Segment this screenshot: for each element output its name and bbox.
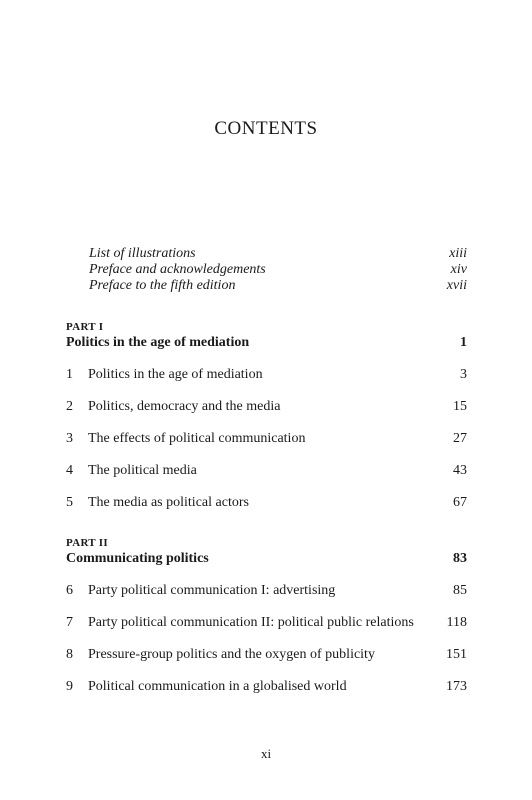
prelim-label: List of illustrations [89,246,196,261]
part-title-row [66,550,467,568]
chapter-title: The political media [88,463,197,478]
chapter-row [66,366,467,384]
prelim-item [89,262,467,278]
chapter-title: The media as political actors [88,495,249,510]
chapter-number: 1 [66,367,73,382]
part-title: Politics in the age of mediation [66,335,250,350]
chapter-row [66,582,467,600]
prelim-item [89,278,467,294]
chapter-page: 85 [453,583,467,598]
chapter-number: 7 [66,615,73,630]
prelim-label: Preface and acknowledgements [89,262,266,277]
chapter-page: 151 [446,647,467,662]
chapter-title: Political communication in a globalised world [88,679,347,694]
chapter-page: 67 [453,495,467,510]
chapter-page: 3 [460,367,467,382]
part-page: 1 [460,335,467,350]
part-page: 83 [453,551,467,566]
chapter-row [66,614,467,632]
prelim-page: xiv [450,262,467,277]
chapter-page: 173 [446,679,467,694]
chapter-row [66,462,467,480]
page-number: xi [260,746,272,761]
chapter-title: Pressure-group politics and the oxygen of publicity [88,647,375,662]
chapter-page: 118 [446,615,467,630]
chapter-number: 8 [66,647,73,662]
page-title: CONTENTS [214,118,318,139]
prelim-page: xvii [446,278,467,293]
part-heading [66,537,467,568]
chapter-number: 2 [66,399,73,414]
chapter-title: Politics in the age of mediation [88,367,263,382]
chapter-page: 43 [453,463,467,478]
chapter-page: 15 [453,399,467,414]
chapter-row [66,494,467,512]
chapter-number: 5 [66,495,73,510]
prelim-label: Preface to the fifth edition [89,278,236,293]
part-label: PART II [66,537,108,549]
chapter-number: 3 [66,431,73,446]
chapter-number: 9 [66,679,73,694]
chapter-title: Party political communication II: political public relations [88,615,414,630]
chapter-row [66,678,467,696]
chapter-title: Party political communication I: advertising [88,583,336,598]
part-heading [66,321,467,352]
chapter-row [66,398,467,416]
chapter-page: 27 [453,431,467,446]
chapter-row [66,646,467,664]
prelims-list [89,246,467,294]
chapter-title: Politics, democracy and the media [88,399,281,414]
prelim-page: xiii [449,246,467,261]
chapter-number: 4 [66,463,73,478]
part-title: Communicating politics [66,551,209,566]
prelim-item [89,246,467,262]
part-title-row [66,334,467,352]
chapter-row [66,430,467,448]
chapter-title: The effects of political communication [88,431,306,446]
chapter-number: 6 [66,583,73,598]
part-label: PART I [66,321,104,333]
